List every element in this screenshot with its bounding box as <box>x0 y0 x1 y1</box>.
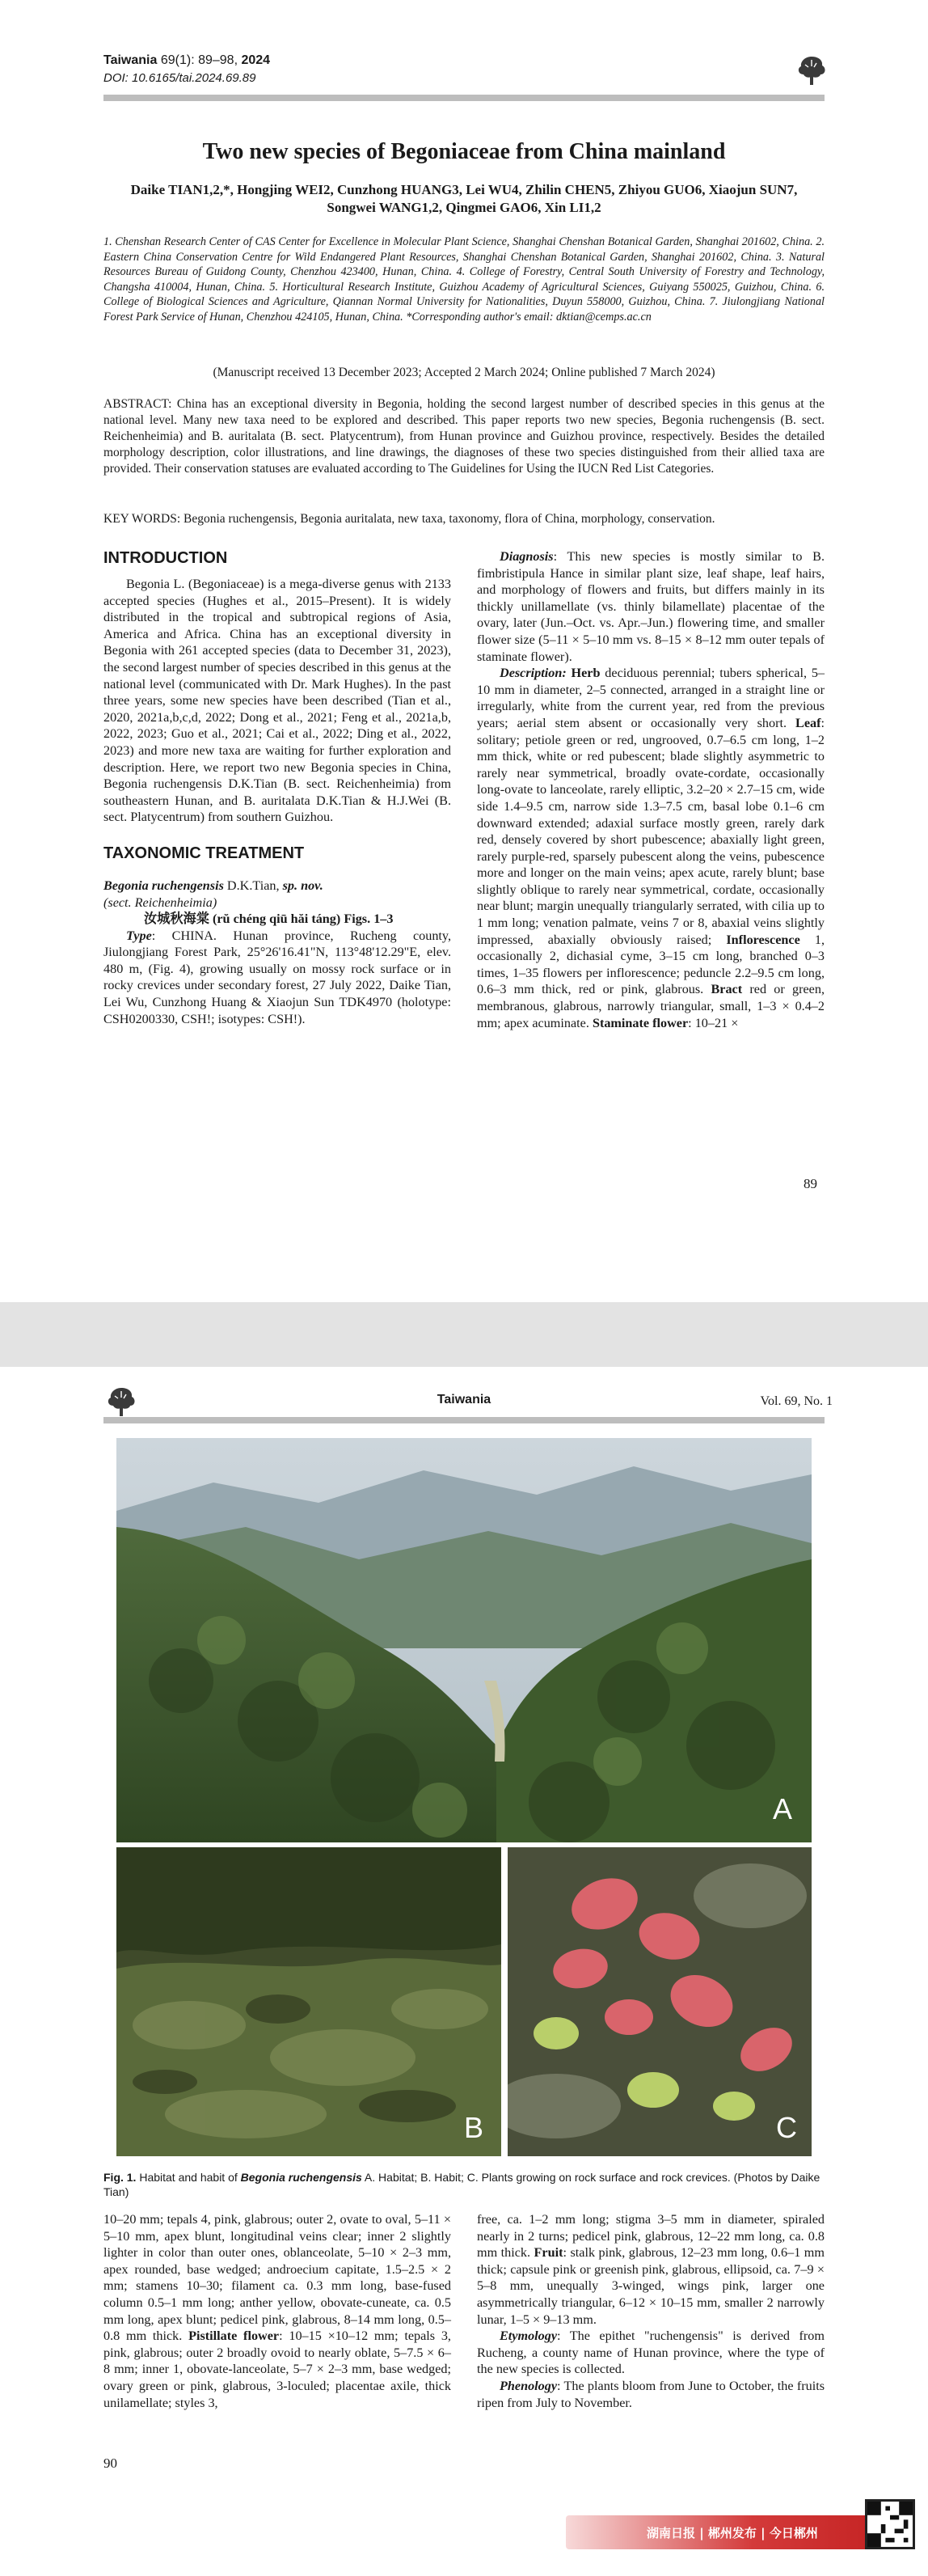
species-heading <box>103 878 451 895</box>
intro-paragraph: Begonia L. (Begoniaceae) is a mega-diverse genus with 2133 accepted species (Hughes et al., 2015–Present). It is widely distributed in the tropical and subtropical regions of Asia, America and Africa. China has an exceptional diversity in Begonia with 261 accepted species (data to December 31, 2023), the second largest number of species described in this genus at the national level (communicated with Dr. Mark Hughes). In the past three years, some new species have been described (Tian et al., 2020, 2021a,b,c,d, 2022; Dong et al., 2021; Feng et al., 2021a,b, 2022, 2023; Guo et al., 2021; Cai et al., 2022; Ding et al., 2022, 2023) and more new taxa are waiting for further exploration and description. Here, we report two new Begonia species in China, Begonia ruchengensis D.K.Tian (B. sect. Reichenheimia) from southeastern Hunan, and B. auritalata D.K.Tian & H.J.Wei (B. sect. Platycentrum) from southern Guizhou. <box>103 577 451 825</box>
article-title: Two new species of Begoniaceae from China mainland <box>202 139 726 164</box>
species-section: (sect. Reichenheimia) <box>103 895 217 910</box>
right-column-page-1 <box>477 548 825 1031</box>
phenology-paragraph <box>477 2378 825 2411</box>
right-column-part-1: free, ca. 1–2 mm long; stigma 3–5 mm in diameter, spiraled nearly in 2 turns; pedicel pink, glabrous, 12–22 mm long, ca. 0.8 mm thick. <box>477 2212 825 2261</box>
etymology-label: Etymology <box>500 2329 558 2344</box>
left-column-part-2: : 10–15 ×10–12 mm; tepals 3, pink, glabrous; outer 2 broadly ovoid to nearly oblate, 5–7.5 × 6–8 mm; inner 1, obovate-lanceolate, 5–7 × 2–3 mm, base wedged; ovary green or pink, glabrous, 3-loculed; placentae axile, thick unilamellate; styles 3, <box>103 2329 451 2410</box>
caption-species: Begonia ruchengensis <box>240 2171 362 2184</box>
caption-figure-number: Fig. 1. <box>103 2171 137 2184</box>
etymology-paragraph <box>477 2328 825 2378</box>
inflorescence-label: Inflorescence <box>726 932 800 947</box>
taxonomic-heading: TAXONOMIC TREATMENT <box>103 844 305 862</box>
description-part-3: 1, occasionally 2, dichasial cyme, 3–15 cm long, branched 0–3 times, 1–35 flowers per inflorescence; peduncle 2.2–9.5 cm long, 0.6–3 mm thick, red or pink, glabrous. <box>477 932 825 997</box>
description-part-5: : 10–21 × <box>688 1015 739 1030</box>
description-paragraph <box>477 665 825 1031</box>
species-author: D.K.Tian, <box>226 878 280 893</box>
running-header-journal: Taiwania <box>437 1393 491 1406</box>
intro-heading: INTRODUCTION <box>103 549 228 567</box>
right-column-page-2 <box>477 2211 825 2411</box>
phenology-label: Phenology <box>500 2378 558 2393</box>
header-rule <box>103 95 825 101</box>
etymology-text: : The epithet "ruchengensis" is derived from Rucheng, a county name of Hunan province, where the type of the new species is collected. <box>477 2329 825 2377</box>
leaf-label: Leaf <box>795 715 821 730</box>
page-number: 90 <box>103 2455 117 2471</box>
article-page-90 <box>0 1367 928 2576</box>
diagnosis-label: Diagnosis <box>500 549 554 564</box>
doi: DOI: 10.6165/tai.2024.69.89 <box>103 71 256 85</box>
news-footer-text[interactable]: 湖南日报 | 郴州发布 | 今日郴州 <box>647 2526 818 2540</box>
author-list <box>103 181 825 217</box>
photo-label-c: C <box>776 2111 797 2144</box>
journal-volume: 69 <box>160 53 175 67</box>
staminate-label: Staminate flower <box>592 1015 689 1030</box>
description-part-4: red or green, membranous, glabrous, narrowly triangular, small, 1–3 × 0.4–2 mm; apex acuminate. <box>477 982 825 1030</box>
pistillate-continued <box>477 2211 825 2328</box>
photo-label-b: B <box>463 2111 483 2144</box>
journal-citation <box>103 53 270 68</box>
journal-name: Taiwania <box>103 53 158 67</box>
caption-rest: A. Habitat; B. Habit; C. Plants growing on rock surface and rock crevices. (Photos by Daike Tian) <box>103 2171 820 2198</box>
staminate-continued <box>103 2211 451 2411</box>
phenology-text: : The plants bloom from June to October, the fruits ripen from July to November. <box>477 2378 825 2410</box>
journal-year: 2024 <box>241 53 271 67</box>
figure-caption <box>103 2170 825 2199</box>
authors-line-1: Daike TIAN1,2,*, Hongjing WEI2, Cunzhong HUANG3, Lei WU4, Zhilin CHEN5, Zhiyou GUO6, Xiaojun SUN7, <box>130 182 798 197</box>
species-name: Begonia ruchengensis <box>103 878 224 893</box>
bract-label: Bract <box>711 982 743 997</box>
diagnosis-paragraph <box>477 548 825 665</box>
pistillate-label: Pistillate flower <box>188 2329 280 2344</box>
photo-habit <box>116 1847 501 2156</box>
diagnosis-text: : This new species is mostly similar to B. fimbristipula Hance in similar plant size, leaf shape, leaf hairs, and morphology of flowers and fruits, but differs mainly in its thickly unillamellate (vs. thinly bilamellate) placentae of the ovary, later (Jun.–Oct. vs. Apr.–Jun.) flowering time, and smaller flower size (5–11 × 5–10 mm vs. 8–15 × 8–12 mm outer tepals of staminate flower). <box>477 549 825 664</box>
page-gap <box>0 1302 928 1367</box>
description-part-1: deciduous perennial; tubers spherical, 5–10 mm in diameter, 2–5 connected, arranged in a straight line or irregularly, white from the current year, red from the previous years; aerial stem absent or occasionally very short. <box>477 666 825 730</box>
photo-plants-on-rock <box>508 1847 812 2156</box>
left-column-page-1 <box>103 548 451 1027</box>
left-column-page-2 <box>103 2211 451 2411</box>
fruit-label: Fruit <box>534 2245 563 2261</box>
manuscript-dates: (Manuscript received 13 December 2023; Accepted 2 March 2024; Online published 7 March 2024) <box>213 366 715 379</box>
type-paragraph <box>103 928 451 1028</box>
journal-issue-pages: (1): 89–98, <box>175 53 238 67</box>
header-rule <box>103 1417 825 1423</box>
authors-line-2: Songwei WANG1,2, Qingmei GAO6, Xin LI1,2 <box>327 200 601 215</box>
right-column-part-2: : stalk pink, glabrous, 12–23 mm long, 0.6–1 mm thick; capsule pink or greenish pink, glabrous, ellipsoid, ca. 7–9 × 5–8 mm, unequally 3-winged, wings pink, larger one asymmetrically triangular, 6–12 × 10–15 mm, smaller 2 narrowly lunar, 1–5 × 9–13 mm. <box>477 2245 825 2327</box>
left-column-part-1: 10–20 mm; tepals 4, pink, glabrous; outer 2, ovate to oval, 5–11 × 5–10 mm, apex blunt, longitudinal veins clear; inner 2 slightly lighter in color than outer ones, oblanceolate, 5–10 × 2–3 mm, apex rounded, base wedged; androecium capitate, 1.5–2.5 × 2 mm; stamens 10–30; filament ca. 0.3 mm long, base-fused column 0.5–1 mm long; anther yellow, obovate-cuneate, ca. 0.5 mm long, apex blunt; pedicel pink, glabrous, 8–14 mm long, 0.5–0.8 mm thick. <box>103 2212 451 2344</box>
abstract: ABSTRACT: China has an exceptional diversity in Begonia, holding the second largest number of described species in this genus at the national level. Many new taxa need to be explored and described. This paper reports two new species, Begonia ruchengensis (B. sect. Reichenheimia) and B. auritalata (B. sect. Platycentrum), from Hunan province and Guizhou province, respectively. Besides the detailed morphology description, color illustrations, and line drawings, the diagnoses of these two species distinguished from their allied taxa are provided. Their conservation statuses are evaluated according to The Guidelines for Using the IUCN Red List Categories. <box>103 397 825 476</box>
tree-logo-icon <box>794 52 829 87</box>
herb-label: Herb <box>571 666 601 681</box>
species-novelty: sp. nov. <box>282 878 323 893</box>
photo-label-a: A <box>772 1792 792 1825</box>
caption-middle: Habitat and habit of <box>136 2171 241 2184</box>
keywords: KEY WORDS: Begonia ruchengensis, Begonia auritalata, new taxa, taxonomy, flora of China, morphology, conservation. <box>103 512 715 526</box>
description-part-2: : solitary; petiole green or red, ungrooved, 0.7–6.5 cm long, 1–2 mm thick, white or red pubescent; blade slightly asymmetric to rarely near symmetrical, broadly ovate-cordate, occasionally long-ovate to lanceolate, rarely elliptic, 3.2–20 × 2.7–15 cm, wide side 1.4–9.5 cm, narrow side 1.3–7.5 cm, basal lobe 0.1–6 cm downward extended; adaxial surface mostly green, rarely dark red, densely covered by short pubescence; abaxially light green, rarely purple-red, sparsely pubescent along the veins, pubescence more and longer on the main veins; apex acute, rarely blunt; base slightly oblique to rarely near symmetrical, cordate, occasionally near blunt; margin unequally triangularly serrated, with cilia up to 1 mm long; venation palmate, veins 7 or 8, abaxial veins slightly impressed, abaxially obviously raised; <box>477 715 825 947</box>
running-header-volume: Vol. 69, No. 1 <box>760 1394 833 1408</box>
qr-code-icon <box>865 2499 915 2549</box>
description-label: Description: <box>500 666 567 681</box>
page-number: 89 <box>804 1176 817 1191</box>
photo-habitat <box>116 1438 812 1842</box>
chinese-name: 汝城秋海棠 (rŭ chéng qiū hăi táng) Figs. 1–3 <box>144 912 394 927</box>
type-label: Type <box>126 928 152 943</box>
type-text: : CHINA. Hunan province, Rucheng county, Jiulongjiang Forest Park, 25°26'16.41"N, 113°48'12.29"E, elev. 480 m, (Fig. 4), growing usually on mossy rock surface or in rocky crevices under secondary forest, 27 July 2022, Daike Tian, Lei Wu, Cunzhong Huang & Xiaojun Sun TDK4970 (holotype: CSH0200330, CSH!; isotypes: CSH!). <box>103 928 451 1026</box>
affiliations: 1. Chenshan Research Center of CAS Center for Excellence in Molecular Plant Science, Shanghai Chenshan Botanical Garden, Shanghai 201602, China. 2. Eastern China Conservation Centre for Wild Endangered Plant Resources, Shanghai Chenshan Botanical Garden, Shanghai 201602, China. 3. Natural Resources Bureau of Guidong County, Chenzhou 423400, Hunan, China. 4. College of Forestry, Central South University of Forestry and Technology, Changsha 410004, Hunan, China. 5. Horticultural Research Institute, Guizhou Academy of Agricultural Sciences, Guiyang 550025, Guizhou, China. 6. College of Biological Sciences and Agriculture, Qiannan Normal University for Nationalities, Duyun 558000, Guizhou, China. 7. Jiulongjiang National Forest Park Service of Hunan, Chenzhou 424105, Hunan, China. *Corresponding author's email: dktian@cemps.ac.cn <box>103 235 825 324</box>
